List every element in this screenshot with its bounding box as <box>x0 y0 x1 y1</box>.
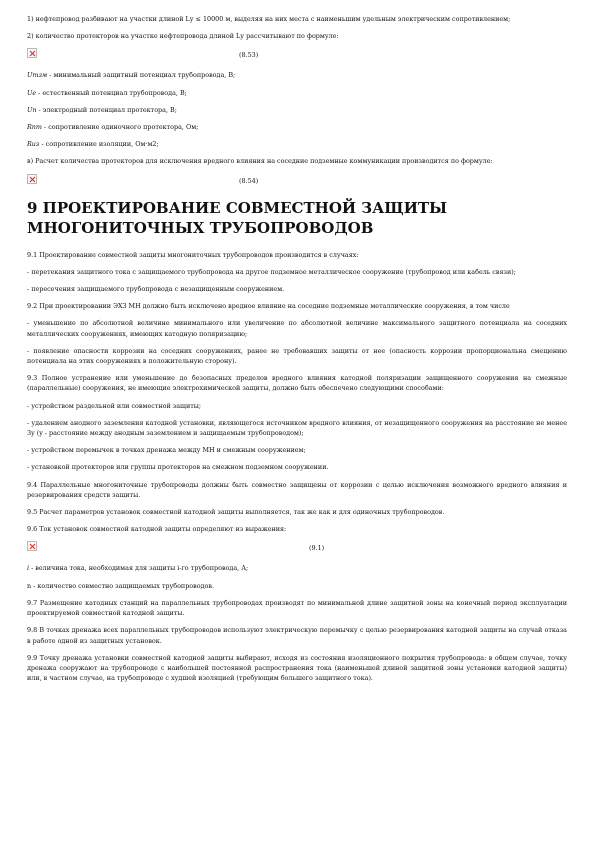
equation-number: (9.1) <box>309 544 325 553</box>
paragraph: - уменьшение по абсолютной величине минимального или увеличение по абсолютной величине максимального защитного потенциала на соседних металлических сооружениях, имеющих катодную поляризацию; <box>27 319 567 338</box>
symbol: i <box>27 564 30 573</box>
paragraph: 2) количество протекторов на участке нефтепровода длиной Lу рассчитывают по формуле: <box>27 32 339 41</box>
formula-8-53 <box>27 48 567 62</box>
paragraph: - установкой протекторов или группы протекторов на смежном подземном сооружении. <box>27 463 329 472</box>
paragraph: - пересечения защищаемого трубопровода с незащищенным сооружением. <box>27 285 285 294</box>
symbol: Rпт <box>27 123 42 132</box>
definition-line <box>27 139 567 149</box>
definition-text: - сопротивление одиночного протектора, Ом; <box>42 123 199 132</box>
paragraph: 9.8 В точках дренажа всех параллельных трубопроводов используют электрическую перемычку с целью резервирования катодной защиты на случай отказа в работе одной из защитных установок. <box>27 626 567 645</box>
broken-image-icon <box>27 48 37 58</box>
broken-image-icon <box>27 174 37 184</box>
broken-image-icon <box>27 541 37 551</box>
paragraph: 1) нефтепровод разбивают на участки длиной Lу ≤ 10000 м, выделяя на них места с наименьшим удельным электрическим сопротивлением; <box>27 15 511 23</box>
symbol: Uе <box>27 88 37 97</box>
paragraph: 9.5 Расчет параметров установок совместной катодной защиты выполняется, так же как и для одиночных трубопроводов. <box>27 508 445 517</box>
paragraph: n - количество совместно защищаемых трубопроводов. <box>27 581 214 590</box>
paragraph: 9.7 Размещение катодных станций на параллельных трубопроводах производят по минимальной длине защитной зоны на конечный период эксплуатации проектируемой совместной катодной защиты. <box>27 598 567 618</box>
paragraph: - устройством раздельной или совместной защиты; <box>27 401 202 410</box>
definition-line <box>27 88 567 98</box>
paragraph: - устройством перемычек в точках дренажа между МН и смежным сооружением; <box>27 446 306 455</box>
paragraph: 9.4 Параллельные многониточные трубопроводы должны быть совместно защищены от коррозии с целью исключения возможного вредного влияния и резервирования средств защиты. <box>27 480 567 499</box>
definition-line <box>27 122 567 132</box>
formula-8-54 <box>27 174 567 188</box>
equation-number: (8.53) <box>239 51 259 60</box>
paragraph: 9.6 Ток установок совместной катодной защиты определяют из выражения: <box>27 525 287 534</box>
definition-text: - естественный потенциал трубопровода, В; <box>36 88 187 97</box>
equation-number: (8.54) <box>239 176 259 185</box>
symbol: Uп <box>27 105 37 114</box>
paragraph: - удалением анодного заземления катодной установки, являющегося источником вредного влияния, от незащищенного сооружения на расстояние не менее 3y (y - расстояние между анодным заземлением и защищаемым трубопроводом); <box>27 418 567 438</box>
definition-text: - минимальный защитный потенциал трубопровода, В; <box>47 71 236 80</box>
paragraph: 9.1 Проектирование совместной защиты многониточных трубопроводов производится в случаях: <box>27 250 359 259</box>
paragraph: - появление опасности коррозии на соседних сооружениях, ранее не требовавших защиты от нее (опасность коррозии пропорциональна смещению потенциала на этих сооружениях в положительную сторону). <box>27 346 567 366</box>
definition-line <box>27 105 567 115</box>
symbol: Uтзм <box>27 71 48 80</box>
document-page <box>27 14 567 690</box>
definition-text: - сопротивление изоляции, Ом·м2; <box>39 140 159 149</box>
definition-line <box>27 70 567 80</box>
paragraph: - перетекания защитного тока с защищаемого трубопровода на другое подземное металлическое сооружение (трубопровод или кабель связи); <box>27 267 516 276</box>
paragraph: 9.2 При проектировании ЭХЗ МН должно быть исключено вредное влияние на соседние подземные металлические сооружения, в том числе <box>27 302 510 311</box>
section-heading: 9 ПРОЕКТИРОВАНИЕ СОВМЕСТНОЙ ЗАЩИТЫ МНОГОНИТОЧНЫХ ТРУБОПРОВОДОВ <box>27 198 448 237</box>
definition-line <box>27 563 567 573</box>
symbol: Rиз <box>27 140 40 149</box>
paragraph: 9.3 Полное устранение или уменьшение до безопасных пределов вредного влияния катодной поляризации защищенного сооружения на смежные (параллельные) сооружения, не имеющие электрохимической защиты, должно быть обеспечено следующими способами: <box>27 374 567 393</box>
definition-text: - электродный потенциал протектора, В; <box>36 105 177 114</box>
formula-9-1 <box>27 541 567 555</box>
paragraph: в) Расчет количества протекторов для исключения вредного влияния на соседние подземные коммуникации производится по формуле: <box>27 157 493 166</box>
paragraph: 9.9 Точку дренажа установки совместной катодной защиты выбирают, исходя из состояния изоляционного покрытия трубопровода: в общем случае, точку дренажа сооружают на трубопроводе с наибольшей постоянной распространения тока (наименьшей длиной защитной зоны установки катодной защиты) или, в частном случае, на трубопроводе с худшей изоляцией (требующим большего защитного тока). <box>27 653 567 683</box>
definition-text: - величина тока, необходимая для защиты i-го трубопровода, А; <box>29 564 249 573</box>
